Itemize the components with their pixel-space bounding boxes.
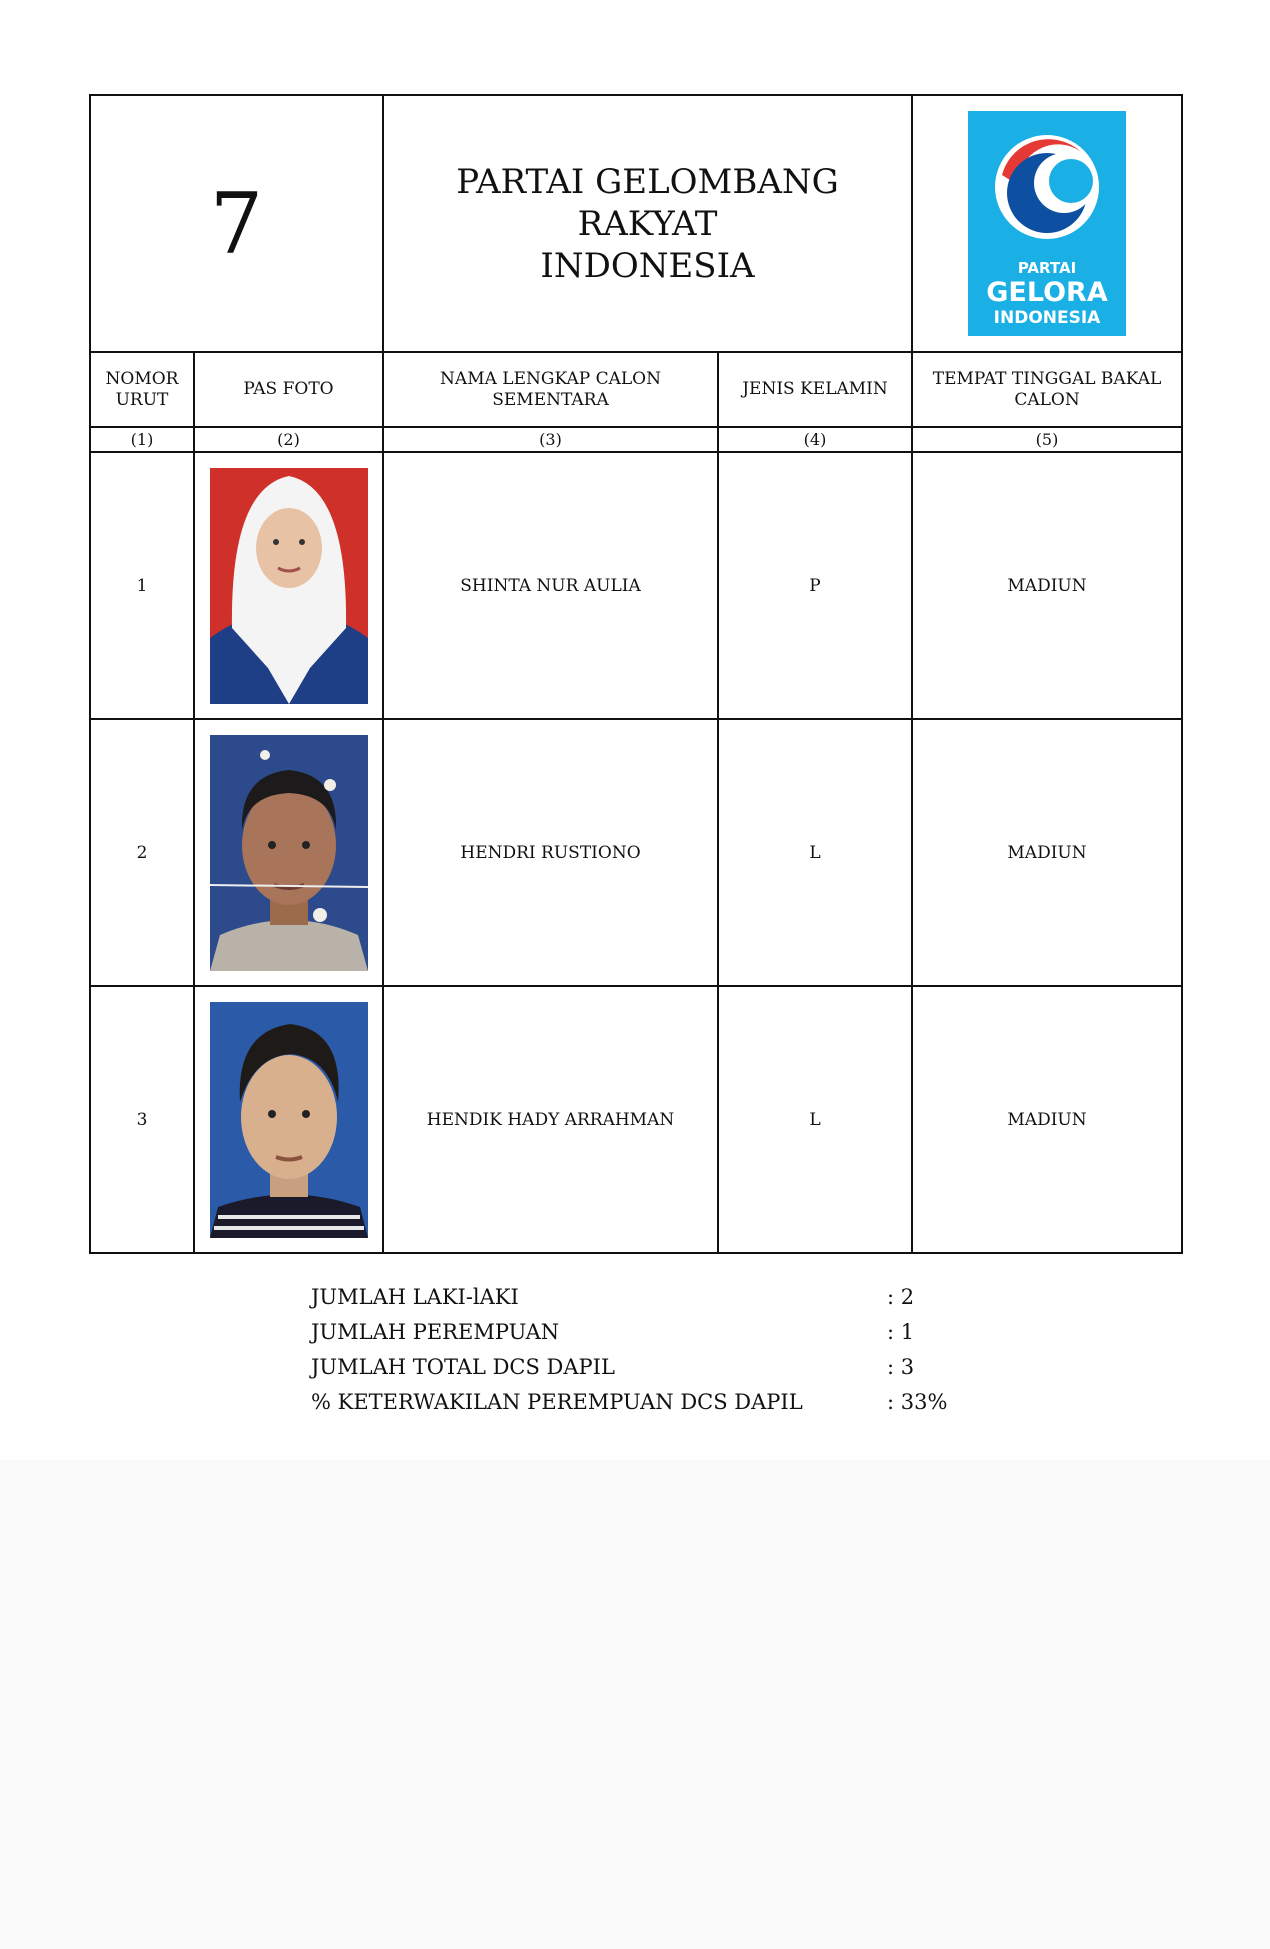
summary-female [311, 1315, 915, 1350]
candidate-residence: MADIUN [912, 452, 1182, 719]
logo-text-3: INDONESIA [993, 308, 1101, 328]
candidate-photo [210, 468, 368, 704]
col-header-residence: TEMPAT TINGGAL BAKAL CALON [912, 352, 1182, 427]
candidate-gender: L [718, 986, 912, 1253]
summary-male-value: : 2 [887, 1285, 915, 1309]
logo-text-1: PARTAI [1017, 259, 1077, 277]
col-index: (1) [90, 427, 194, 452]
party-header-row [90, 95, 1182, 352]
candidate-gender: P [718, 452, 912, 719]
summary-pct-label: % KETERWAKILAN PEREMPUAN DCS DAPIL [311, 1390, 803, 1414]
candidate-photo [210, 735, 368, 971]
col-header-no: NOMOR URUT [90, 352, 194, 427]
table-row [90, 719, 1182, 986]
party-name-line1: PARTAI GELOMBANG RAKYAT [456, 161, 839, 244]
summary-block [311, 1280, 948, 1420]
candidate-number: 1 [90, 452, 194, 719]
summary-percentage [311, 1385, 948, 1420]
summary-total-label: JUMLAH TOTAL DCS DAPIL [311, 1355, 615, 1379]
col-header-photo: PAS FOTO [194, 352, 383, 427]
photo-cell [194, 719, 383, 986]
summary-male [311, 1280, 915, 1315]
photo-cell [194, 452, 383, 719]
summary-female-label: JUMLAH PEREMPUAN [311, 1320, 560, 1344]
candidate-name: HENDRI RUSTIONO [383, 719, 718, 986]
candidate-name: SHINTA NUR AULIA [383, 452, 718, 719]
col-header-gender: JENIS KELAMIN [718, 352, 912, 427]
party-logo-cell [912, 95, 1182, 352]
col-index: (4) [718, 427, 912, 452]
column-header-row [90, 352, 1182, 427]
summary-total [311, 1350, 915, 1385]
col-index: (5) [912, 427, 1182, 452]
summary-pct-value: : 33% [887, 1390, 948, 1414]
photo-cell [194, 986, 383, 1253]
candidate-number: 2 [90, 719, 194, 986]
table-row [90, 452, 1182, 719]
candidate-photo [210, 1002, 368, 1238]
summary-male-label: JUMLAH LAKI-lAKI [311, 1285, 519, 1309]
logo-text-2: GELORA [986, 277, 1108, 308]
candidate-residence: MADIUN [912, 986, 1182, 1253]
col-header-name: NAMA LENGKAP CALON SEMENTARA [383, 352, 718, 427]
party-logo [968, 111, 1126, 336]
party-name-line2: INDONESIA [540, 245, 755, 286]
party-number: 7 [90, 95, 383, 352]
candidate-name: HENDIK HADY ARRAHMAN [383, 986, 718, 1253]
table-row [90, 986, 1182, 1253]
party-name [383, 95, 912, 352]
candidate-gender: L [718, 719, 912, 986]
summary-total-value: : 3 [887, 1355, 915, 1379]
col-index: (3) [383, 427, 718, 452]
summary-female-value: : 1 [887, 1320, 915, 1344]
candidate-number: 3 [90, 986, 194, 1253]
candidate-residence: MADIUN [912, 719, 1182, 986]
column-index-row [90, 427, 1182, 452]
candidate-table [89, 94, 1183, 1254]
col-index: (2) [194, 427, 383, 452]
